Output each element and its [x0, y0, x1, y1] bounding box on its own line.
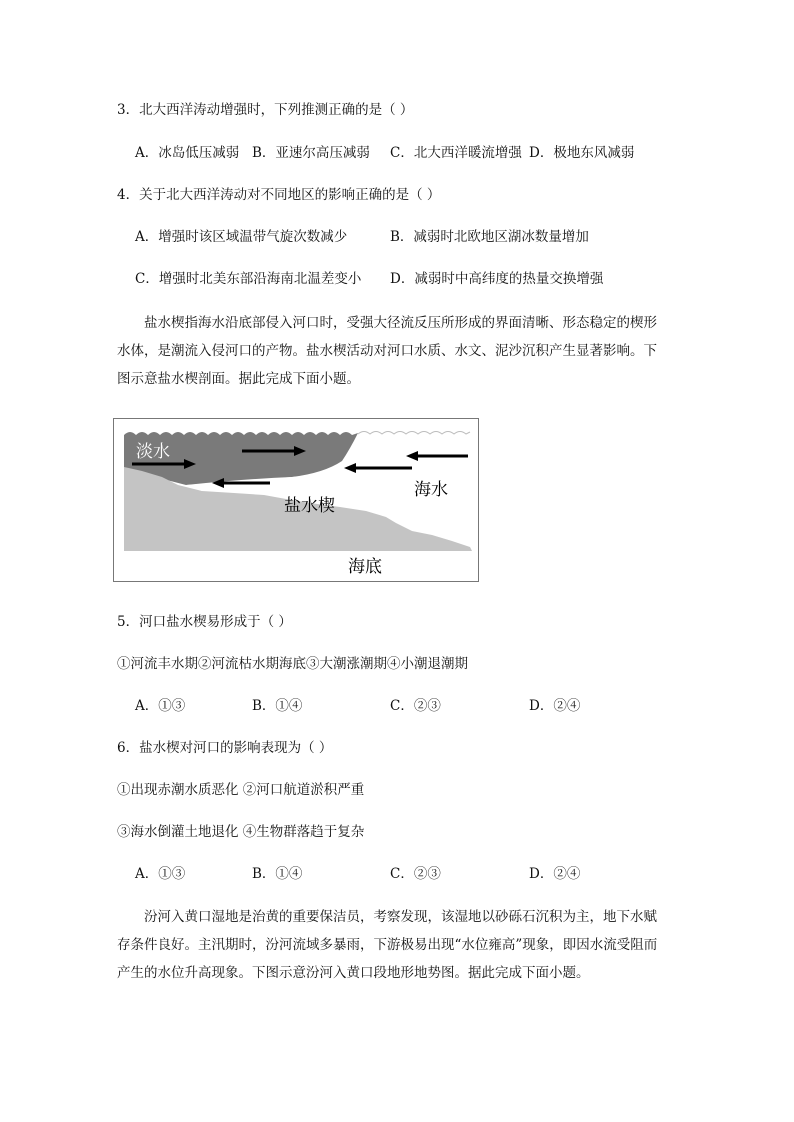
passage-line: 图示意盐水楔剖面。据此完成下面小题。	[117, 371, 360, 387]
passage-line: 存条件良好。主汛期时，汾河流域多暴雨，下游极易出现“水位雍高”现象，即因水流受阻而	[117, 937, 658, 953]
q5-option-d: D．②④	[529, 698, 581, 714]
q5-items: ①河流丰水期②河流枯水期海底③大潮涨潮期④小潮退潮期	[117, 656, 468, 672]
q4-option-c: C．增强时北美东部沿海南北温差变小	[135, 271, 362, 287]
salt-wedge-diagram	[114, 419, 478, 581]
q4-option-b: B．减弱时北欧地区湖冰数量增加	[390, 229, 589, 245]
q6-option-b: B．①④	[252, 866, 303, 882]
q6-items-line-1: ①出现赤潮水质恶化 ②河口航道淤积严重	[117, 782, 365, 798]
label-sea-bottom: 海底	[348, 557, 382, 576]
q5-option-a: A．①③	[135, 698, 186, 714]
passage-line: 水体，是潮流入侵河口的产物。盐水楔活动对河口水质、水文、泥沙沉积产生显著影响。下	[117, 343, 657, 359]
q3-stem: 3．北大西洋涛动增强时，下列推测正确的是（ ）	[117, 102, 414, 118]
passage-line: 盐水楔指海水沿底部侵入河口时，受强大径流反压所形成的界面清晰、形态稳定的楔形	[144, 315, 657, 331]
salt-wedge-figure	[113, 418, 479, 582]
q4-stem: 4．关于北大西洋涛动对不同地区的影响正确的是（ ）	[117, 187, 441, 203]
arrowhead-icon	[406, 451, 418, 461]
passage-line: 汾河入黄口湿地是治黄的重要保洁员，考察发现，该湿地以砂砾石沉积为主，地下水赋	[144, 909, 657, 925]
q3-option-d: D．极地东风减弱	[529, 145, 635, 161]
q6-option-d: D．②④	[529, 866, 581, 882]
passage-salt-wedge	[117, 309, 677, 393]
q4-option-a: A．增强时该区域温带气旋次数减少	[135, 229, 348, 245]
q3-option-c: C．北大西洋暖流增强	[390, 145, 522, 161]
q4-option-d: D．减弱时中高纬度的热量交换增强	[390, 271, 604, 287]
passage-fen-river	[117, 903, 677, 987]
q3-option-a: A．冰岛低压减弱	[135, 145, 240, 161]
q6-items-line-2: ③海水倒灌土地退化 ④生物群落趋于复杂	[117, 824, 365, 840]
q5-option-b: B．①④	[252, 698, 303, 714]
passage-line: 产生的水位升高现象。下图示意汾河入黄口段地形地势图。据此完成下面小题。	[117, 965, 590, 981]
q6-stem: 6．盐水楔对河口的影响表现为（ ）	[117, 740, 333, 756]
sea-surface-line	[358, 432, 470, 435]
q5-option-c: C．②③	[390, 698, 441, 714]
arrowhead-icon	[344, 463, 356, 473]
q5-stem: 5．河口盐水楔易形成于（ ）	[117, 614, 292, 630]
label-sea-water: 海水	[414, 480, 448, 499]
q6-option-a: A．①③	[135, 866, 186, 882]
q3-option-b: B．亚速尔高压减弱	[252, 145, 370, 161]
label-fresh-water: 淡水	[136, 442, 170, 461]
label-salt-wedge: 盐水楔	[284, 496, 335, 515]
q6-option-c: C．②③	[390, 866, 441, 882]
